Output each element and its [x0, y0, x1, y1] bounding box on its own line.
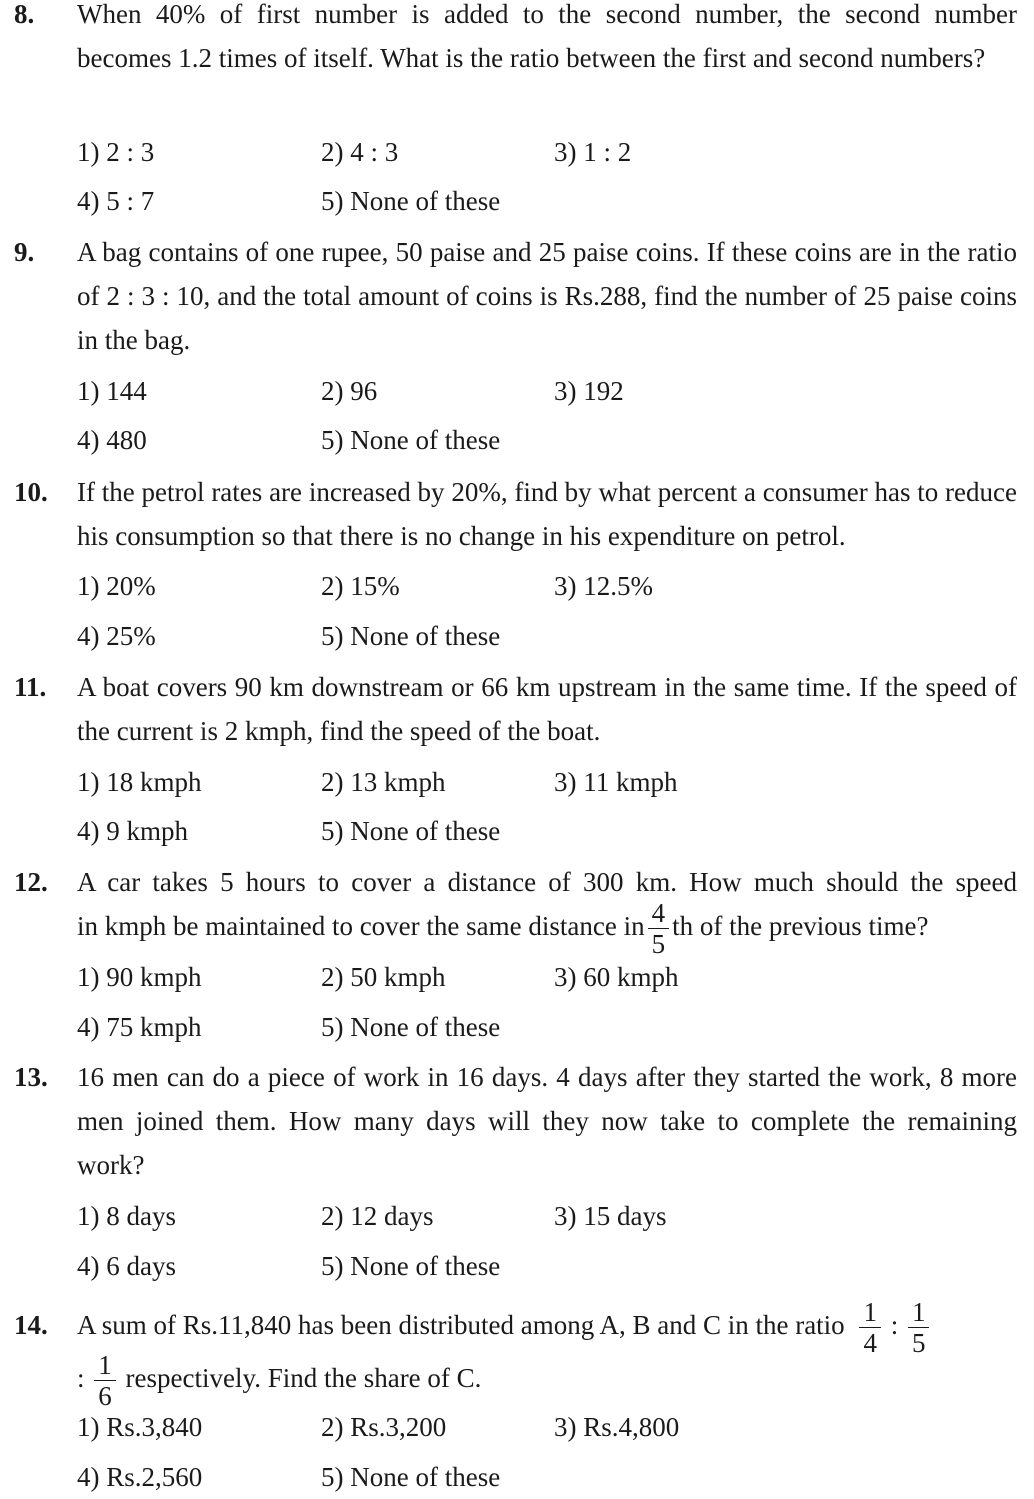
option-3: 3) Rs.4,800 [554, 1412, 680, 1442]
option-2: 2) 50 kmph [321, 962, 446, 992]
option-5: 5) None of these [321, 1251, 501, 1281]
option-4: 4) 5 : 7 [77, 186, 155, 216]
option-3: 3) 15 days [554, 1201, 667, 1231]
option-2: 2) 96 [321, 376, 378, 406]
option-4: 4) Rs.2,560 [77, 1462, 203, 1492]
option-2: 2) 12 days [321, 1201, 434, 1231]
option-1: 1) 18 kmph [77, 767, 202, 797]
option-5: 5) None of these [321, 425, 501, 455]
fraction-numerator: 4 [648, 898, 670, 929]
fraction-denominator: 4 [863, 1328, 877, 1359]
fraction-denominator: 6 [98, 1381, 112, 1412]
option-2: 2) 13 kmph [321, 767, 446, 797]
option-1: 1) 2 : 3 [77, 137, 155, 167]
option-3: 3) 192 [554, 376, 624, 406]
option-3: 3) 12.5% [554, 571, 653, 601]
fraction-2 [908, 1297, 930, 1358]
option-1: 1) 90 kmph [77, 962, 202, 992]
option-1: 1) 20% [77, 571, 156, 601]
question-text: 16 men can do a piece of work in 16 days. 4 days after they started the work, 8 more men joined them. How many days will they now take to complete the remaining work? [77, 1062, 1017, 1180]
fraction-denominator: 5 [911, 1328, 926, 1359]
question-number: 9. [14, 237, 35, 267]
question-text: When 40% of first number is added to the second number, the second number becomes 1.2 times of itself. What is the ratio between the first and second numbers? [77, 0, 1017, 73]
question-text-line-1: A car takes 5 hours to cover a distance of 300 km. How much should the speed [77, 867, 1017, 897]
question-text-part: th of the previous time? [672, 911, 929, 941]
option-4: 4) 9 kmph [77, 816, 188, 846]
question-text-line-2 [77, 896, 929, 959]
question-number: 11. [14, 672, 47, 702]
option-5: 5) None of these [321, 816, 501, 846]
question-number: 8. [14, 0, 35, 29]
option-4: 4) 480 [77, 425, 147, 455]
fraction-numerator: 1 [94, 1350, 116, 1381]
question-text-part: in kmph be maintained to cover the same distance in [77, 911, 645, 941]
question-text-part: A sum of Rs.11,840 has been distributed among A, B and C in the ratio [77, 1310, 845, 1340]
option-3: 3) 11 kmph [554, 767, 678, 797]
fraction-3 [94, 1350, 116, 1411]
fraction [648, 898, 670, 959]
question-number: 12. [14, 867, 48, 897]
option-1: 1) 144 [77, 376, 147, 406]
fraction-1 [859, 1297, 881, 1358]
fraction-numerator: 1 [908, 1297, 930, 1328]
option-4: 4) 25% [77, 621, 156, 651]
option-2: 2) Rs.3,200 [321, 1412, 447, 1442]
question-text: A boat covers 90 km downstream or 66 km upstream in the same time. If the speed of the current is 2 kmph, find the speed of the boat. [77, 672, 1017, 746]
option-3: 3) 60 kmph [554, 962, 679, 992]
option-2: 2) 4 : 3 [321, 137, 399, 167]
question-text: A bag contains of one rupee, 50 paise and 25 paise coins. If these coins are in the ratio of 2 : 3 : 10, and the total amount of coins is Rs.288, find the number of 25 paise coins in the bag. [77, 237, 1017, 355]
option-2: 2) 15% [321, 571, 400, 601]
question-number: 14. [14, 1310, 48, 1340]
option-1: 1) Rs.3,840 [77, 1412, 203, 1442]
option-5: 5) None of these [321, 621, 501, 651]
ratio-separator: : [77, 1363, 85, 1393]
question-number: 10. [14, 477, 48, 507]
fraction-denominator: 5 [651, 929, 666, 960]
question-text-line-2 [77, 1346, 481, 1411]
option-5: 5) None of these [321, 186, 501, 216]
option-5: 5) None of these [321, 1012, 501, 1042]
option-1: 1) 8 days [77, 1201, 176, 1231]
option-5: 5) None of these [321, 1462, 501, 1492]
option-3: 3) 1 : 2 [554, 137, 632, 167]
ratio-separator: : [890, 1310, 899, 1340]
question-text: If the petrol rates are increased by 20%, find by what percent a consumer has to reduce his consumption so that there is no change in his expenditure on petrol. [77, 477, 1017, 551]
question-number: 13. [14, 1062, 48, 1092]
option-4: 4) 75 kmph [77, 1012, 202, 1042]
question-text-part: respectively. Find the share of C. [125, 1363, 482, 1393]
option-4: 4) 6 days [77, 1251, 176, 1281]
fraction-numerator: 1 [859, 1297, 881, 1328]
